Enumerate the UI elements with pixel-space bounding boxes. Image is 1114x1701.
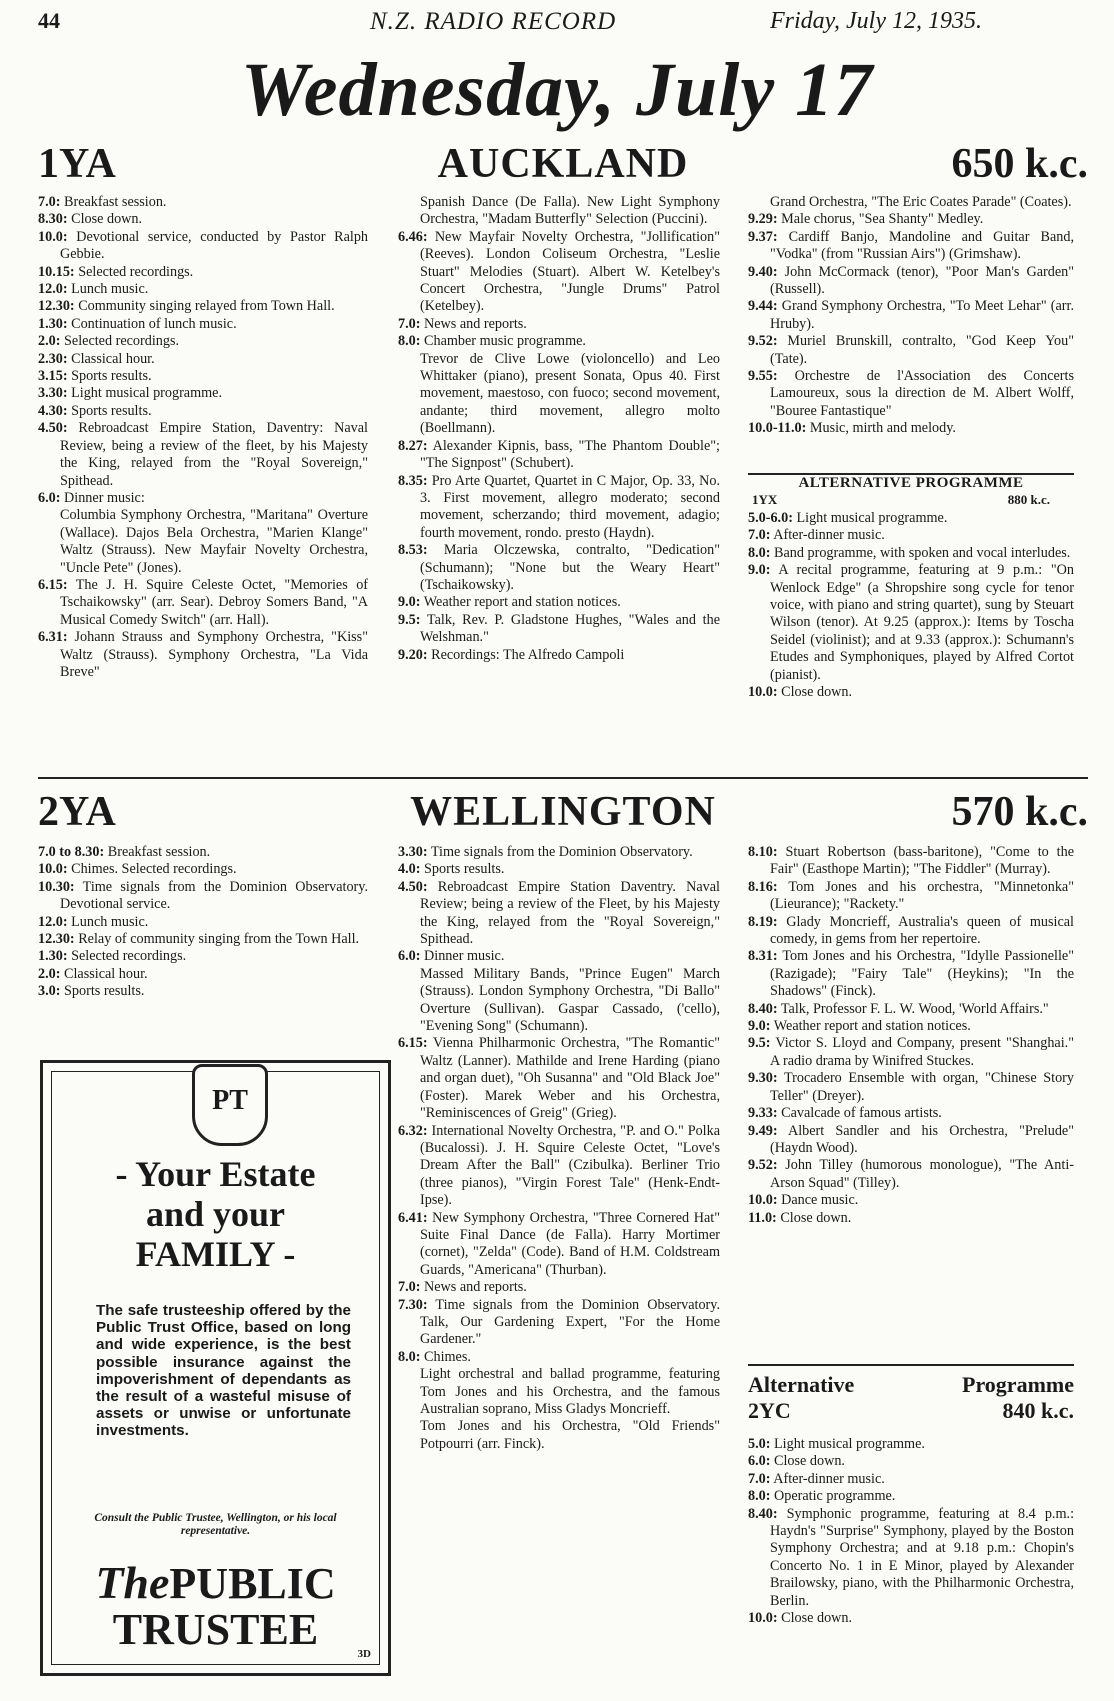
wellington-column-1: [38, 844, 368, 1001]
programme-entry: [748, 844, 1074, 879]
entry-text: After-dinner music.: [773, 527, 885, 544]
programme-entry: [748, 1436, 1074, 1453]
entry-time: 3.30:: [38, 385, 68, 402]
entry-time: 12.0:: [38, 913, 68, 930]
programme-entry: [748, 1123, 1074, 1158]
entry-text: Alexander Kipnis, bass, "The Phantom Double"; "The Signpost" (Schubert).: [420, 437, 720, 472]
programme-entry: [398, 542, 720, 594]
wellington-heading: [38, 788, 1088, 840]
station-city: AUCKLAND: [437, 141, 689, 187]
programme-entry: [748, 298, 1074, 333]
programme-entry: [38, 194, 368, 211]
wellington-column-2: [398, 844, 720, 1453]
programme-label: Programme: [962, 1372, 1074, 1397]
entry-text: Light musical programme.: [796, 510, 948, 526]
entry-text: Weather report and station notices.: [773, 1018, 971, 1035]
station-call-sign: 2YA: [38, 789, 116, 835]
programme-entry: [398, 1035, 720, 1122]
programme-entry: [38, 333, 368, 350]
programme-entry: [398, 861, 720, 878]
entry-text: Light musical programme.: [774, 1436, 925, 1452]
entry-time: 2.0:: [38, 333, 61, 350]
programme-entry: [398, 473, 720, 543]
entry-time: 9.29:: [748, 211, 778, 228]
entry-text: Time signals from the Dominion Observatory.: [430, 844, 693, 860]
ad-consult-note: Consult the Public Trustee, Wellington, or his local representative.: [94, 1512, 337, 1537]
programme-entry: [398, 333, 720, 350]
entry-time: 9.20:: [398, 646, 428, 663]
entry-time: 8.19:: [748, 913, 778, 930]
programme-entry: [748, 1453, 1074, 1470]
programme-entry: [748, 368, 1074, 420]
programme-entry: [748, 1488, 1074, 1505]
entry-time: 8.0:: [748, 544, 771, 561]
entry-text: Cardiff Banjo, Mandoline and Guitar Band, "Vodka" (from "Russian Airs") (Grimshaw).: [770, 228, 1075, 263]
entry-text: Glady Moncrieff, Australia's queen of musical comedy, in gems from her repertoire.: [770, 913, 1074, 948]
programme-entry: [38, 403, 368, 420]
programme-entry: [398, 1123, 720, 1210]
entry-time: 6.46:: [398, 228, 428, 245]
alternative-frequency: 840 k.c.: [1002, 1398, 1074, 1423]
entry-text: The J. H. Squire Celeste Octet, "Memories of Tschaikowsky" (arr. Sear). Debroy Somers Band, "A Musical Comedy Switch" (arr. Hall).: [60, 576, 369, 628]
entry-time: 8.16:: [748, 878, 778, 895]
programme-entry: [398, 1418, 720, 1453]
programme-entry: [748, 1035, 1074, 1070]
programme-entry: [748, 527, 1074, 544]
programme-entry: [38, 490, 368, 507]
auckland-alternative: [748, 473, 1074, 701]
entry-time: 6.15:: [38, 576, 68, 593]
programme-entry: [38, 914, 368, 931]
programme-entry: [38, 385, 368, 402]
entry-text: Male chorus, "Sea Shanty" Medley.: [781, 211, 984, 228]
programme-entry: [748, 879, 1074, 914]
entry-time: 8.30:: [38, 211, 68, 228]
programme-entry: [38, 281, 368, 298]
entry-time: 6.31:: [38, 629, 68, 646]
entry-text: Close down.: [774, 1453, 845, 1470]
programme-entry: [748, 1018, 1074, 1035]
entry-text: Continuation of lunch music.: [71, 315, 237, 332]
entry-text: John McCormack (tenor), "Poor Man's Garden" (Russell).: [770, 263, 1074, 298]
entry-text: Selected recordings.: [71, 948, 187, 965]
entry-time: 9.52:: [748, 1157, 778, 1174]
entry-text: Selected recordings.: [78, 263, 194, 280]
entry-text: Johann Strauss and Symphony Orchestra, "Kiss" Waltz (Strauss). Symphony Orchestra, "La Vida Breve": [60, 629, 368, 680]
entry-time: 6.0:: [398, 948, 421, 965]
programme-entry: [748, 1610, 1074, 1627]
entry-text: Rebroadcast Empire Station Daventry. Naval Review; being a review of the Fleet, by his Majesty the King, relayed from the "Royal Sovereign," Spithead.: [420, 878, 720, 948]
entry-text: Close down.: [780, 1209, 852, 1226]
programme-entry: [38, 264, 368, 281]
publication-title: N.Z. RADIO RECORD: [370, 8, 617, 35]
entry-text: Tom Jones and his Orchestra, "Old Friends" Potpourri (arr. Finck).: [420, 1418, 720, 1452]
entry-text: New Symphony Orchestra, "Three Cornered Hat" Suite Final Dance (de Falla). Harry Mortimer (cornet), "Zelda" (Code). Band of H.M. Coldstream Guards, "Americana" (Thurban).: [420, 1209, 720, 1278]
alternative-schedule: [748, 510, 1074, 701]
alternative-schedule: [748, 1436, 1074, 1627]
entry-time: 5.0:: [748, 1436, 771, 1452]
programme-entry: [398, 594, 720, 611]
station-city: WELLINGTON: [410, 789, 716, 835]
entry-time: 6.0:: [38, 489, 61, 506]
entry-time: 7.0:: [38, 194, 61, 210]
entry-text: Dinner music:: [64, 489, 145, 506]
programme-entry: [38, 983, 368, 1000]
wellington-alternative: [748, 1364, 1074, 1627]
entry-text: Victor S. Lloyd and Company, present "Shanghai." A radio drama by Winifred Stuckes.: [770, 1035, 1074, 1069]
entry-text: Chimes.: [424, 1348, 471, 1365]
entry-text: New Mayfair Novelty Orchestra, "Jollification" (Reeves). London Coliseum Orchestra, "Leslie Stuart" Melodies (Stuart). Albert W. Ketelbey's Concert Orchestra, "Jungle Drums" Patrol (Ketelbey).: [420, 228, 721, 315]
programme-entry: [38, 368, 368, 385]
entry-time: 8.53:: [398, 542, 428, 559]
entry-time: 6.41:: [398, 1209, 428, 1226]
programme-entry: [38, 966, 368, 983]
programme-entry: [398, 844, 720, 861]
entry-text: Spanish Dance (De Falla). New Light Symphony Orchestra, "Madam Butterfly" Selection (Puccini).: [420, 194, 720, 228]
alternative-heading: ALTERNATIVE PROGRAMME: [798, 475, 1024, 491]
entry-text: Selected recordings.: [64, 333, 180, 350]
entry-time: 9.5:: [748, 1035, 771, 1052]
entry-text: Lunch music.: [71, 913, 149, 930]
entry-text: After-dinner music.: [773, 1470, 885, 1487]
entry-text: Lunch music.: [71, 281, 149, 298]
programme-entry: [398, 948, 720, 965]
programme-entry: [748, 1506, 1074, 1610]
entry-text: Symphonic programme, featuring at 8.4 p.m.: Haydn's "Surprise" Symphony, played by the Boston Symphony Orchestra; and at 9.18 p.m.: Chopin's Concerto No. 1 in E Minor, played by Alexander Brailowsky, piano, with the Philharmonic Orchestra, Berlin.: [770, 1505, 1075, 1609]
station-frequency: 570 k.c.: [951, 789, 1088, 835]
programme-entry: [38, 879, 368, 914]
entry-text: Tom Jones and his orchestra, "Minnetonka" (Lieurance); "Rackety.": [770, 878, 1074, 913]
programme-entry: [748, 194, 1074, 211]
entry-time: 9.0:: [398, 594, 421, 611]
entry-time: 3.15:: [38, 368, 68, 385]
programme-entry: [748, 510, 1074, 527]
programme-entry: [38, 229, 368, 264]
programme-entry: [398, 316, 720, 333]
entry-time: 9.30:: [748, 1070, 778, 1087]
programme-entry: [398, 194, 720, 229]
entry-text: International Novelty Orchestra, "P. and O." Polka (Bucalossi). J. H. Squire Celeste Octet, "Love's Dream After the Ball" (Czibulka). Berliner Trio (three pianos), "Virgin Forest Tale" (Henk-Endt-Ipse).: [420, 1122, 721, 1209]
entry-text: Sports results.: [424, 861, 505, 878]
entry-text: Grand Symphony Orchestra, "To Meet Lehar" (arr. Hruby).: [770, 298, 1074, 332]
entry-time: 9.0:: [748, 562, 771, 579]
entry-text: Maria Olczewska, contralto, "Dedication" (Schumann); "None but the Weary Heart" (Tschaikowsky).: [420, 542, 720, 593]
station-call-sign: 1YA: [38, 141, 116, 187]
entry-text: Light musical programme.: [71, 385, 223, 402]
programme-entry: [398, 1297, 720, 1349]
programme-entry: [748, 1105, 1074, 1122]
entry-time: 7.0:: [398, 315, 421, 332]
entry-text: Albert Sandler and his Orchestra, "Prelude" (Haydn Wood).: [770, 1122, 1074, 1156]
programme-entry: [38, 844, 368, 861]
entry-time: 8.0:: [398, 333, 421, 350]
programme-entry: [748, 333, 1074, 368]
section-divider: [38, 777, 1088, 779]
entry-text: Columbia Symphony Orchestra, "Maritana" Overture (Wallace). Dajos Bela Orchestra, "Marien Klange" Waltz (Strauss). New Mayfair Novelty Orchestra, "Uncle Pete" (Jones).: [60, 507, 368, 576]
alternative-call-sign: 1YX: [752, 492, 778, 507]
entry-text: Classical hour.: [64, 965, 148, 982]
entry-time: 7.0:: [748, 1470, 771, 1487]
programme-entry: [398, 1279, 720, 1296]
entry-text: Community singing relayed from Town Hall.: [78, 298, 335, 315]
entry-time: 2.30:: [38, 350, 68, 367]
issue-date: Friday, July 12, 1935.: [770, 8, 982, 34]
programme-entry: [748, 264, 1074, 299]
station-frequency: 650 k.c.: [951, 141, 1088, 187]
entry-text: Tom Jones and his Orchestra, "Idylle Passionelle" (Razigade); "Fairy Tale" (Heykins); "In the Shadows" (Finck).: [770, 948, 1074, 1000]
entry-time: 9.5:: [398, 611, 421, 628]
entry-text: Grand Orchestra, "The Eric Coates Parade" (Coates).: [770, 194, 1072, 210]
ad-headline: - Your Estate and your FAMILY -: [115, 1154, 316, 1274]
programme-entry: [748, 1210, 1074, 1227]
entry-time: 10.0:: [38, 228, 68, 245]
entry-text: Dance music.: [781, 1192, 859, 1209]
entry-time: 7.0 to 8.30:: [38, 844, 105, 860]
programme-entry: [38, 629, 368, 681]
entry-text: News and reports.: [424, 1279, 527, 1296]
entry-text: Light orchestral and ballad programme, featuring Tom Jones and his Orchestra, and the famous Australian soprano, Miss Gladys Moncrieff.: [420, 1366, 720, 1417]
programme-entry: [398, 647, 720, 664]
entry-text: Stuart Robertson (bass-baritone), "Come to the Fair" (Easthope Martin); "The Fiddler" (Murray).: [770, 844, 1074, 878]
entry-time: 4.50:: [38, 420, 68, 437]
entry-time: 7.0:: [748, 527, 771, 544]
entry-time: 10.15:: [38, 263, 75, 280]
entry-time: 7.30:: [398, 1296, 428, 1313]
entry-time: 9.40:: [748, 263, 778, 280]
entry-text: Muriel Brunskill, contralto, "God Keep You" (Tate).: [770, 333, 1074, 367]
auckland-column-1: [38, 194, 368, 681]
programme-entry: [398, 879, 720, 949]
entry-text: Rebroadcast Empire Station, Daventry: Naval Review, being a review of the fleet, by his Majesty the King, relayed from the "Royal Sovereign," Spithead.: [60, 420, 368, 489]
entry-time: 9.44:: [748, 298, 778, 315]
page-number: 44: [38, 8, 60, 33]
entry-text: Time signals from the Dominion Observatory. Talk, Our Gardening Expert, "For the Home Gardener.": [420, 1296, 720, 1348]
entry-time: 4.30:: [38, 402, 68, 419]
entry-time: 12.30:: [38, 298, 75, 315]
entry-time: 8.31:: [748, 948, 778, 965]
entry-text: Talk, Professor F. L. W. Wood, 'World Affairs.": [780, 1000, 1049, 1017]
entry-time: 7.0:: [398, 1279, 421, 1296]
entry-time: 10.0-11.0:: [748, 420, 807, 437]
entry-text: Chamber music programme.: [424, 333, 586, 350]
entry-time: 10.30:: [38, 878, 75, 895]
entry-text: Weather report and station notices.: [423, 594, 621, 611]
programme-entry: [38, 507, 368, 577]
programme-entry: [748, 1192, 1074, 1209]
entry-time: 12.30:: [38, 931, 75, 948]
entry-time: 8.27:: [398, 437, 428, 454]
alternative-call-sign: 2YC: [748, 1398, 791, 1423]
entry-text: Cavalcade of famous artists.: [781, 1105, 942, 1122]
programme-entry: [398, 1366, 720, 1418]
entry-time: 10.0:: [748, 684, 778, 701]
entry-text: Talk, Rev. P. Gladstone Hughes, "Wales and the Welshman.": [420, 611, 720, 646]
programme-entry: [748, 562, 1074, 684]
entry-text: Relay of community singing from the Town Hall.: [78, 931, 360, 948]
entry-text: Recordings: The Alfredo Campoli: [431, 646, 625, 663]
entry-time: 8.0:: [748, 1488, 771, 1505]
programme-entry: [748, 545, 1074, 562]
entry-text: Breakfast session.: [64, 194, 167, 210]
entry-text: A recital programme, featuring at 9 p.m.: "On Wenlock Edge" (a Shropshire song cycle for tenor voice, with piano and string quartet), sung by Steuart Wilson (tenor). At 9.25 (approx.): Items by Toscha Seidel (violinist); and at 9.33 (approx.): Schumann's Etudes and Symphoniques, played by Alfred Cortot (pianist).: [770, 562, 1074, 683]
entry-time: 8.40:: [748, 1505, 778, 1522]
entry-text: Chimes. Selected recordings.: [71, 861, 237, 878]
programme-entry: [38, 420, 368, 490]
entry-time: 9.49:: [748, 1122, 778, 1139]
programme-entry: [398, 612, 720, 647]
ad-inner-border: [51, 1071, 380, 1665]
programme-entry: [398, 229, 720, 316]
auckland-column-3: [748, 194, 1074, 438]
entry-text: John Tilley (humorous monologue), "The Anti-Arson Squad" (Tilley).: [770, 1157, 1074, 1191]
entry-time: 10.0:: [38, 861, 68, 878]
entry-time: 9.52:: [748, 333, 778, 350]
entry-text: Devotional service, conducted by Pastor Ralph Gebbie.: [60, 228, 369, 263]
entry-text: Pro Arte Quartet, Quartet in C Major, Op. 33, No. 3. First movement, allegro moderato; second movement, scherzando; third movement, adagio; fourth movement, rondo. presto (Haydn).: [420, 472, 721, 541]
entry-time: 9.55:: [748, 368, 778, 385]
programme-entry: [748, 211, 1074, 228]
entry-text: Close down.: [781, 684, 853, 701]
programme-entry: [38, 861, 368, 878]
ad-brand: ThePUBLIC TRUSTEE: [95, 1557, 336, 1654]
entry-time: 5.0-6.0:: [748, 510, 793, 526]
entry-time: 3.30:: [398, 844, 428, 860]
entry-time: 10.0:: [748, 1192, 778, 1209]
entry-text: Trocadero Ensemble with organ, "Chinese Story Teller" (Dreyer).: [770, 1070, 1075, 1104]
entry-text: Music, mirth and melody.: [809, 420, 956, 437]
entry-text: Sports results.: [64, 983, 145, 1000]
programme-entry: [398, 438, 720, 473]
programme-entry: [398, 1349, 720, 1366]
alternative-frequency: 880 k.c.: [1007, 492, 1050, 507]
programme-entry: [398, 1210, 720, 1280]
entry-text: Dinner music.: [424, 948, 505, 965]
entry-text: Breakfast session.: [107, 844, 211, 860]
programme-entry: [748, 1471, 1074, 1488]
entry-text: Classical hour.: [71, 350, 155, 367]
auckland-heading: [38, 140, 1088, 192]
alternative-heading: [748, 1372, 1074, 1424]
entry-time: 10.0:: [748, 1610, 778, 1627]
programme-entry: [38, 211, 368, 228]
entry-text: Sports results.: [71, 402, 152, 419]
entry-text: Massed Military Bands, "Prince Eugen" March (Strauss). London Symphony Orchestra, "Di Ballo" Overture (Sullivan). Gaspar Cassado, ('cello), "Evening Song" (Schumann).: [420, 965, 720, 1035]
auckland-column-2: [398, 194, 720, 664]
programme-entry: [38, 948, 368, 965]
public-trustee-advertisement: [40, 1060, 391, 1676]
ad-body-text: The safe trusteeship offered by the Public Trust Office, based on long and wide experience, is the best possible insurance against the impoverishment of dependants as the result of a wasteful misuse of assets or unwise or unfortunate investments.: [96, 1302, 351, 1440]
programme-entry: [38, 931, 368, 948]
entry-time: 6.0:: [748, 1453, 771, 1470]
entry-time: 9.0:: [748, 1018, 771, 1035]
entry-time: 6.32:: [398, 1122, 428, 1139]
programme-entry: [748, 948, 1074, 1000]
programme-entry: [748, 1001, 1074, 1018]
entry-time: 4.0:: [398, 861, 421, 878]
programme-entry: [38, 351, 368, 368]
entry-text: Band programme, with spoken and vocal interludes.: [774, 544, 1071, 561]
entry-time: 1.30:: [38, 948, 68, 965]
programme-entry: [398, 966, 720, 1036]
entry-text: Sports results.: [71, 368, 152, 385]
programme-entry: [748, 684, 1074, 701]
entry-time: 3.0:: [38, 983, 61, 1000]
public-trust-crest-icon: PT: [192, 1064, 268, 1146]
entry-time: 9.37:: [748, 228, 778, 245]
entry-text: Time signals from the Dominion Observatory. Devotional service.: [60, 878, 368, 913]
entry-time: 11.0:: [748, 1209, 777, 1226]
entry-time: 4.50:: [398, 878, 428, 895]
ad-code: 3D: [357, 1648, 371, 1660]
wellington-column-3: [748, 844, 1074, 1227]
programme-entry: [748, 229, 1074, 264]
entry-text: Close down.: [71, 211, 143, 228]
entry-text: Operatic programme.: [774, 1488, 896, 1505]
programme-entry: [38, 316, 368, 333]
entry-time: 2.0:: [38, 965, 61, 982]
programme-entry: [748, 1157, 1074, 1192]
alternative-station-line: [748, 492, 1074, 508]
programme-entry: [38, 298, 368, 315]
entry-time: 6.15:: [398, 1035, 428, 1052]
entry-time: 8.35:: [398, 472, 428, 489]
entry-text: Vienna Philharmonic Orchestra, "The Romantic" Waltz (Lanner). Mathilde and Irene Harding (piano and organ duet), "Oh Susanna" and "Old Black Joe" (Foster). Marek Weber and his Orchestra, "Reminiscences of Greig" (Grieg).: [420, 1035, 720, 1122]
entry-time: 1.30:: [38, 315, 68, 332]
programme-entry: [748, 420, 1074, 437]
entry-text: Orchestre de l'Association des Concerts Lamoureux, sous la direction de M. Albert Wolff, "Bouree Fantastique": [770, 368, 1074, 419]
entry-time: 8.0:: [398, 1348, 421, 1365]
entry-text: Close down.: [781, 1610, 853, 1627]
divider: [748, 1364, 1074, 1366]
alternative-label: Alternative: [748, 1372, 855, 1397]
programme-entry: [748, 914, 1074, 949]
entry-time: 8.40:: [748, 1000, 778, 1017]
entry-time: 8.10:: [748, 844, 778, 860]
entry-time: 9.33:: [748, 1105, 778, 1122]
day-title: Wednesday, July 17: [240, 48, 874, 132]
programme-entry: [748, 1070, 1074, 1105]
entry-text: News and reports.: [424, 315, 527, 332]
programme-entry: [398, 351, 720, 438]
entry-text: Trevor de Clive Lowe (violoncello) and Leo Whittaker (piano), present Sonata, Opus 40. First movement, maestoso, con fuoco; second movement, andante; third movement, allegro molto (Boellmann).: [420, 350, 720, 437]
entry-time: 12.0:: [38, 281, 68, 298]
programme-entry: [38, 577, 368, 629]
